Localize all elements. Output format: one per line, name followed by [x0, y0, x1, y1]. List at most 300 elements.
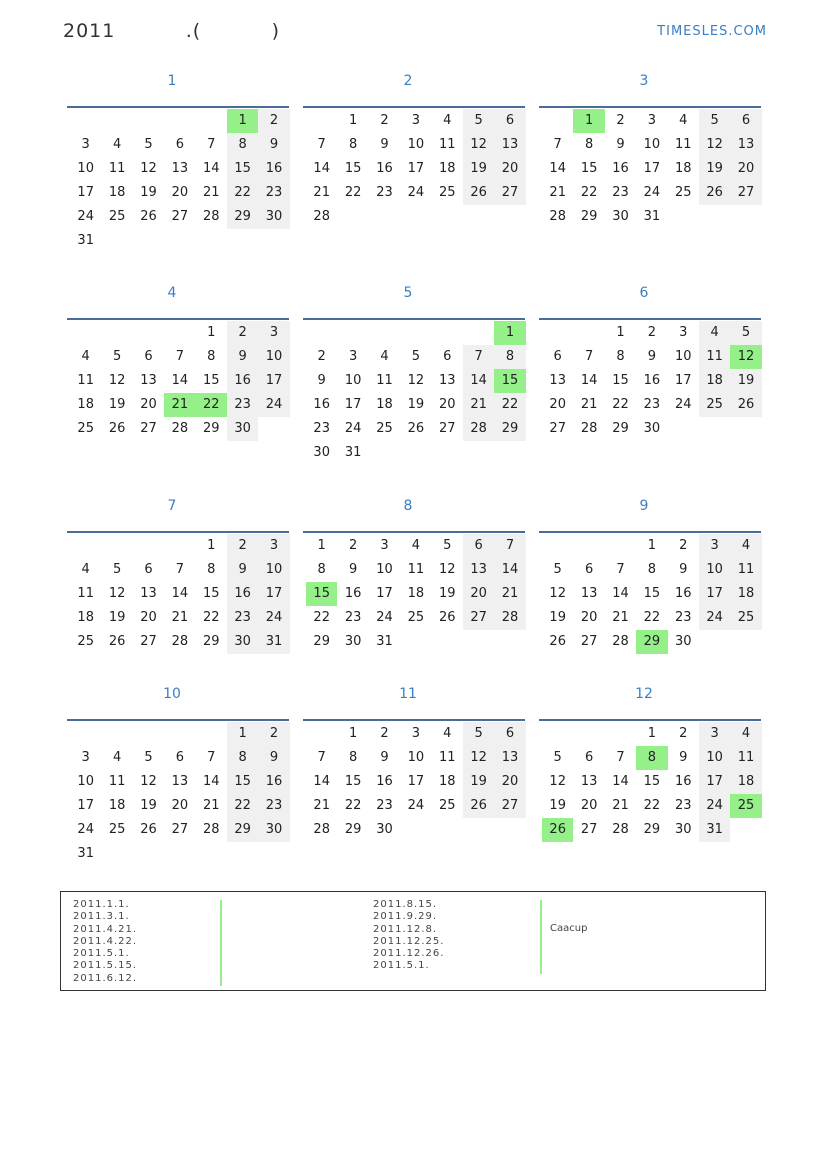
month-title: 9 [639, 498, 649, 514]
day-cell: 18 [77, 397, 94, 412]
day-cell: 1 [494, 321, 525, 345]
day-cell: 8 [227, 746, 258, 770]
day-cell: 23 [258, 181, 289, 205]
day-grid [542, 109, 762, 229]
day-cell: 21 [580, 397, 598, 412]
day-cell: 9 [227, 558, 258, 582]
day-cell: 9 [647, 349, 656, 364]
day-cell: 22 [643, 798, 661, 813]
day-cell: 19 [463, 770, 494, 794]
day-cell: 10 [344, 373, 362, 388]
day-cell: 24 [77, 209, 94, 224]
day-cell: 7 [553, 137, 562, 152]
day-cell: 15 [202, 373, 220, 388]
day-cell: 17 [77, 798, 94, 813]
day-cell: 4 [443, 726, 452, 741]
day-cell: 3 [380, 538, 389, 553]
empty-cell [164, 534, 195, 558]
empty-cell [306, 722, 337, 746]
day-cell: 24 [344, 421, 362, 436]
day-cell: 27 [580, 634, 598, 649]
day-cell: 24 [674, 397, 692, 412]
day-cell: 20 [171, 798, 189, 813]
day-cell: 9 [616, 137, 625, 152]
day-cell: 26 [463, 181, 494, 205]
day-cell: 2 [647, 325, 656, 340]
day-cell: 27 [494, 794, 525, 818]
day-cell: 20 [549, 397, 566, 412]
day-cell: 10 [699, 558, 730, 582]
day-grid [542, 722, 762, 842]
holiday-date: 2011.12.26. [373, 948, 445, 960]
day-cell: 17 [643, 161, 661, 176]
day-cell: 12 [108, 586, 126, 601]
day-cell: 3 [348, 349, 358, 364]
day-cell: 18 [730, 770, 761, 794]
day-cell: 27 [438, 421, 456, 436]
day-cell: 26 [108, 634, 126, 649]
day-grid [70, 534, 290, 654]
day-cell: 22 [643, 610, 661, 625]
day-grid [70, 109, 290, 253]
day-grid [70, 722, 290, 866]
day-cell: 30 [258, 205, 289, 229]
day-cell: 2 [616, 113, 625, 128]
day-cell: 21 [612, 798, 629, 813]
day-cell: 28 [612, 822, 629, 837]
day-cell: 22 [344, 185, 362, 200]
month-title: 5 [403, 285, 413, 301]
empty-cell [164, 321, 195, 345]
day-cell: 25 [108, 822, 126, 837]
day-cell: 11 [77, 586, 94, 601]
day-cell: 13 [494, 133, 525, 157]
day-cell: 11 [376, 373, 393, 388]
day-cell: 1 [207, 538, 216, 553]
day-cell: 19 [108, 397, 126, 412]
day-cell: 11 [438, 137, 456, 152]
day-cell: 30 [612, 209, 629, 224]
day-cell: 31 [699, 818, 730, 842]
day-cell: 17 [674, 373, 692, 388]
day-cell: 3 [81, 750, 90, 765]
empty-cell [463, 321, 494, 345]
day-cell: 2 [348, 538, 358, 553]
day-cell: 23 [612, 185, 629, 200]
day-cell: 12 [699, 133, 730, 157]
empty-cell [164, 109, 195, 133]
day-cell: 9 [227, 345, 258, 369]
day-cell: 9 [258, 746, 289, 770]
holiday-name: Caacup [550, 923, 588, 934]
day-cell: 28 [313, 209, 330, 224]
day-cell: 2 [227, 321, 258, 345]
day-cell: 3 [258, 321, 289, 345]
day-cell: 20 [463, 582, 494, 606]
day-cell: 4 [730, 534, 761, 558]
day-cell: 26 [463, 794, 494, 818]
day-cell: 7 [494, 534, 525, 558]
day-cell: 24 [258, 606, 289, 630]
month-title: 6 [639, 285, 649, 301]
day-grid [70, 321, 290, 441]
day-cell: 16 [376, 161, 393, 176]
day-cell: 2 [679, 726, 688, 741]
day-cell: 11 [108, 161, 126, 176]
empty-cell [101, 321, 132, 345]
month-rule [539, 106, 761, 108]
month-rule [303, 531, 525, 533]
day-cell: 9 [348, 562, 358, 577]
day-cell: 8 [348, 750, 358, 765]
day-cell: 24 [407, 185, 425, 200]
month-title: 11 [399, 686, 417, 702]
month-rule [303, 719, 525, 721]
day-cell: 2 [258, 722, 289, 746]
day-grid [306, 534, 526, 654]
day-cell: 12 [407, 373, 425, 388]
day-cell: 22 [227, 181, 258, 205]
day-cell: 23 [376, 185, 393, 200]
day-cell: 20 [171, 185, 189, 200]
day-cell: 7 [317, 750, 326, 765]
holiday-dates-right [373, 899, 444, 973]
day-cell: 24 [376, 610, 393, 625]
day-cell: 28 [463, 417, 494, 441]
holiday-date: 2011.8.15. [373, 899, 438, 910]
day-cell: 2 [380, 726, 389, 741]
day-cell: 22 [313, 610, 330, 625]
day-cell: 14 [549, 161, 566, 176]
holiday-date: 2011.5.1. [373, 960, 430, 972]
day-cell: 23 [643, 397, 661, 412]
day-grid [306, 321, 526, 465]
day-cell: 12 [549, 774, 566, 789]
day-cell: 18 [438, 161, 456, 176]
day-cell: 15 [643, 586, 661, 601]
day-cell: 29 [313, 634, 330, 649]
day-cell: 5 [463, 109, 494, 133]
day-cell: 10 [258, 558, 289, 582]
day-cell: 27 [140, 634, 157, 649]
day-cell: 23 [674, 610, 692, 625]
day-cell: 30 [227, 417, 258, 441]
day-cell: 21 [612, 610, 629, 625]
empty-cell [400, 321, 431, 345]
day-cell: 29 [612, 421, 629, 436]
day-cell: 7 [317, 137, 326, 152]
day-cell: 18 [674, 161, 692, 176]
empty-cell [196, 722, 227, 746]
day-cell: 14 [580, 373, 598, 388]
day-cell: 25 [438, 798, 456, 813]
day-cell: 27 [140, 421, 157, 436]
day-cell: 25 [438, 185, 456, 200]
day-cell: 7 [616, 750, 625, 765]
day-cell: 13 [549, 373, 566, 388]
day-cell: 16 [258, 157, 289, 181]
empty-cell [133, 321, 164, 345]
day-cell: 14 [463, 369, 494, 393]
day-cell: 1 [647, 538, 656, 553]
day-cell: 16 [258, 770, 289, 794]
day-cell: 27 [730, 181, 761, 205]
day-cell: 20 [140, 397, 157, 412]
day-cell: 20 [438, 397, 456, 412]
day-cell: 4 [730, 722, 761, 746]
day-cell: 11 [730, 558, 761, 582]
day-cell: 11 [699, 345, 730, 369]
day-cell: 5 [463, 722, 494, 746]
empty-cell [306, 109, 337, 133]
day-cell: 13 [438, 373, 456, 388]
day-cell: 28 [202, 209, 220, 224]
day-cell: 31 [643, 209, 661, 224]
day-cell: 15 [580, 161, 598, 176]
day-cell: 26 [407, 421, 425, 436]
day-cell: 18 [730, 582, 761, 606]
day-grid [306, 109, 526, 229]
day-cell: 17 [344, 397, 362, 412]
day-cell: 30 [258, 818, 289, 842]
day-cell: 2 [679, 538, 688, 553]
day-cell: 16 [344, 586, 362, 601]
day-cell: 30 [227, 630, 258, 654]
day-cell: 30 [674, 822, 692, 837]
day-cell: 9 [679, 562, 688, 577]
day-cell: 1 [227, 722, 258, 746]
day-cell: 4 [81, 562, 90, 577]
day-cell: 21 [202, 798, 220, 813]
day-cell: 13 [140, 586, 157, 601]
day-cell: 20 [494, 157, 525, 181]
day-cell: 23 [376, 798, 393, 813]
day-cell: 7 [207, 750, 216, 765]
day-cell: 4 [679, 113, 688, 128]
day-cell: 30 [344, 634, 362, 649]
day-cell: 1 [616, 325, 625, 340]
empty-cell [101, 534, 132, 558]
day-cell: 27 [463, 606, 494, 630]
day-cell: 6 [494, 722, 525, 746]
day-cell: 28 [549, 209, 566, 224]
day-cell: 20 [140, 610, 157, 625]
day-cell: 15 [227, 157, 258, 181]
day-cell: 9 [679, 750, 688, 765]
empty-cell [70, 534, 101, 558]
day-cell: 28 [313, 822, 330, 837]
day-cell: 18 [108, 185, 126, 200]
day-cell: 10 [674, 349, 692, 364]
day-cell: 13 [171, 161, 189, 176]
month-title: 4 [167, 285, 177, 301]
day-cell: 30 [643, 421, 661, 436]
day-cell: 8 [647, 562, 656, 577]
day-cell: 5 [443, 538, 452, 553]
empty-cell [133, 109, 164, 133]
day-cell: 21 [202, 185, 220, 200]
day-cell: 11 [407, 562, 425, 577]
day-cell: 1 [348, 726, 358, 741]
day-cell: 18 [407, 586, 425, 601]
empty-cell [70, 321, 101, 345]
empty-cell [196, 109, 227, 133]
day-cell: 6 [144, 349, 153, 364]
day-cell: 19 [438, 586, 456, 601]
day-cell: 21 [549, 185, 566, 200]
day-cell: 10 [407, 750, 425, 765]
day-cell: 11 [730, 746, 761, 770]
day-grid [306, 722, 526, 842]
day-cell: 21 [313, 798, 330, 813]
day-cell: 13 [580, 774, 598, 789]
day-cell: 5 [112, 349, 122, 364]
month-title: 3 [639, 73, 649, 89]
empty-cell [542, 109, 573, 133]
empty-cell [133, 722, 164, 746]
day-cell: 19 [463, 157, 494, 181]
empty-cell [573, 321, 604, 345]
day-cell: 3 [258, 534, 289, 558]
day-cell: 8 [227, 133, 258, 157]
holiday-date: 2011.5.15. [73, 960, 138, 972]
holiday-date: 2011.9.29. [373, 911, 438, 923]
day-cell: 12 [108, 373, 126, 388]
day-cell: 22 [612, 397, 629, 412]
day-cell: 15 [643, 774, 661, 789]
day-cell: 15 [494, 369, 525, 393]
day-cell: 25 [77, 634, 94, 649]
day-cell: 22 [227, 794, 258, 818]
day-cell: 20 [580, 798, 598, 813]
day-cell: 24 [643, 185, 661, 200]
day-cell: 5 [553, 562, 562, 577]
day-cell: 15 [306, 582, 337, 606]
day-cell: 21 [494, 582, 525, 606]
day-cell: 23 [227, 606, 258, 630]
day-cell: 9 [380, 750, 389, 765]
holiday-date: 2011.3.1. [73, 911, 130, 923]
day-cell: 27 [494, 181, 525, 205]
day-cell: 28 [494, 606, 525, 630]
day-cell: 3 [647, 113, 656, 128]
day-cell: 18 [699, 369, 730, 393]
day-cell: 6 [175, 750, 184, 765]
day-cell: 25 [376, 421, 393, 436]
day-cell: 25 [699, 393, 730, 417]
day-cell: 7 [207, 137, 216, 152]
day-cell: 16 [643, 373, 661, 388]
day-cell: 26 [549, 634, 566, 649]
day-cell: 8 [636, 746, 667, 770]
holiday-date: 2011.4.21. [73, 923, 138, 935]
day-cell: 16 [313, 397, 330, 412]
month-rule [67, 719, 289, 721]
day-cell: 19 [108, 610, 126, 625]
day-cell: 8 [616, 349, 625, 364]
day-cell: 22 [202, 610, 220, 625]
day-cell: 17 [376, 586, 393, 601]
day-cell: 27 [580, 822, 598, 837]
day-cell: 1 [348, 113, 358, 128]
empty-cell [605, 722, 636, 746]
holiday-date: 2011.12.25. [373, 935, 445, 947]
day-cell: 26 [140, 209, 157, 224]
day-cell: 5 [553, 750, 562, 765]
day-cell: 16 [674, 586, 692, 601]
month-rule [303, 106, 525, 108]
day-cell: 16 [227, 582, 258, 606]
day-cell: 5 [699, 109, 730, 133]
day-cell: 10 [376, 562, 393, 577]
day-cell: 11 [438, 750, 456, 765]
holiday-date: 2011.6.12. [73, 972, 138, 984]
day-grid [542, 534, 762, 654]
day-cell: 14 [612, 586, 629, 601]
day-cell: 4 [81, 349, 90, 364]
day-cell: 28 [580, 421, 598, 436]
day-cell: 21 [313, 185, 330, 200]
day-cell: 27 [171, 822, 189, 837]
day-cell: 31 [258, 630, 289, 654]
day-cell: 12 [140, 161, 157, 176]
day-cell: 16 [376, 774, 393, 789]
day-cell: 10 [699, 746, 730, 770]
day-cell: 11 [674, 137, 692, 152]
day-cell: 22 [580, 185, 598, 200]
day-cell: 26 [730, 393, 761, 417]
month-rule [539, 719, 761, 721]
day-cell: 26 [108, 421, 126, 436]
day-cell: 25 [730, 606, 761, 630]
day-cell: 25 [407, 610, 425, 625]
empty-cell [542, 321, 573, 345]
day-cell: 14 [612, 774, 629, 789]
day-cell: 29 [227, 205, 258, 229]
day-cell: 14 [494, 558, 525, 582]
day-cell: 17 [258, 582, 289, 606]
site-logo[interactable]: TIMESLES.COM [657, 24, 767, 39]
day-cell: 14 [171, 586, 189, 601]
empty-cell [337, 321, 368, 345]
day-cell: 20 [730, 157, 761, 181]
day-cell: 29 [202, 421, 220, 436]
day-cell: 7 [584, 349, 594, 364]
empty-cell [542, 722, 573, 746]
day-cell: 25 [77, 421, 94, 436]
day-cell: 21 [164, 393, 195, 417]
day-cell: 6 [553, 349, 562, 364]
day-cell: 23 [313, 421, 330, 436]
day-cell: 6 [144, 562, 153, 577]
day-grid [542, 321, 762, 441]
day-cell: 6 [730, 109, 761, 133]
day-cell: 8 [584, 137, 594, 152]
day-cell: 30 [674, 634, 692, 649]
month-title: 1 [167, 73, 177, 89]
day-cell: 6 [584, 750, 594, 765]
month-rule [67, 531, 289, 533]
day-cell: 15 [227, 770, 258, 794]
month-rule [67, 106, 289, 108]
holiday-date: 2011.12.8. [373, 923, 438, 935]
day-cell: 12 [549, 586, 566, 601]
day-cell: 24 [77, 822, 94, 837]
day-cell: 24 [258, 393, 289, 417]
day-cell: 15 [202, 586, 220, 601]
day-cell: 26 [699, 181, 730, 205]
day-cell: 1 [227, 109, 258, 133]
